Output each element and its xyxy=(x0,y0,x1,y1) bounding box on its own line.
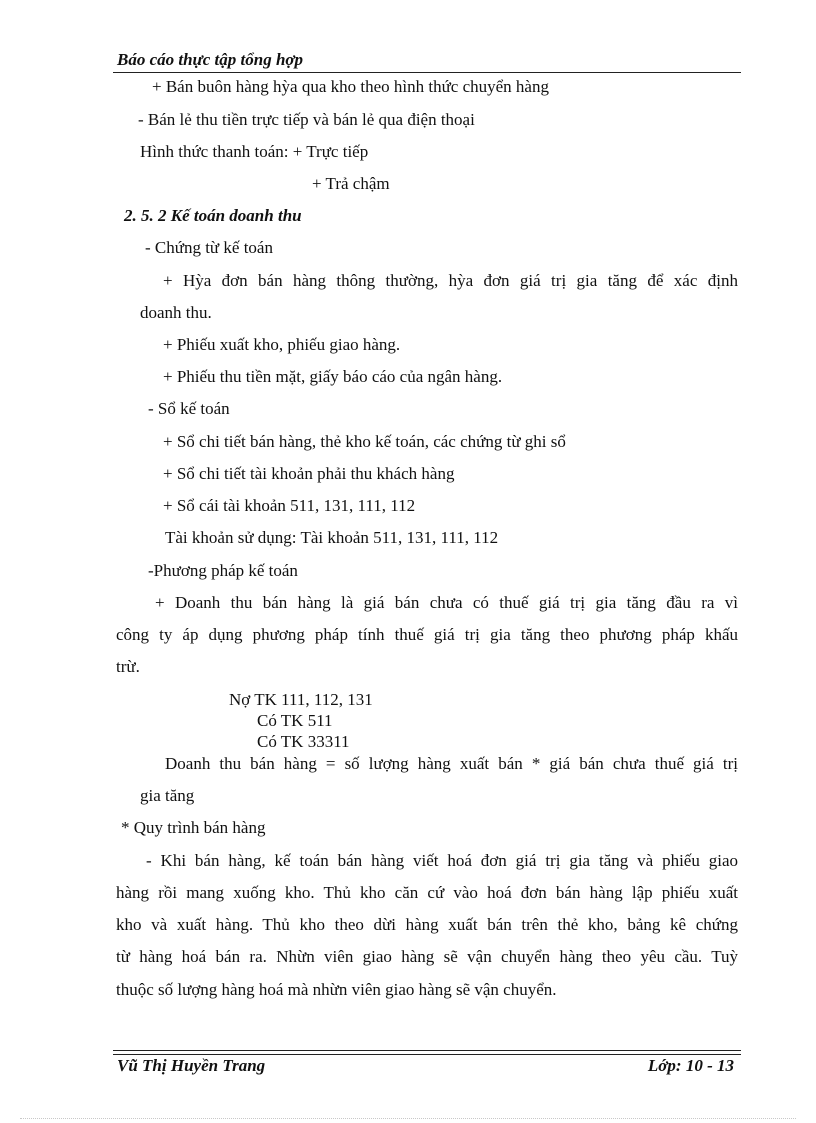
text-line: từ hàng hoá bán ra. Nhừn viên giao hàng sẽ vận chuyển hàng theo yêu cầu. Tuỳ xyxy=(116,947,738,966)
text-line: + Bán buôn hàng hỳa qua kho theo hình thức chuyển hàng xyxy=(152,77,549,96)
footer-author: Vũ Thị Huyền Trang xyxy=(117,1056,266,1075)
text-line: - Sổ kế toán xyxy=(148,399,230,418)
text-line: Tài khoản sử dụng: Tài khoản 511, 131, 111, 112 xyxy=(165,528,499,547)
text-line: -Phương pháp kế toán xyxy=(148,561,298,580)
footer-class: Lớp: 10 - 13 xyxy=(647,1056,734,1075)
text-line: hàng rồi mang xuống kho. Thủ kho căn cứ vào hoá đơn bán hàng lập phiếu xuất xyxy=(116,883,738,902)
text-line: + Trả chậm xyxy=(312,174,390,193)
text-line: kho và xuất hàng. Thủ kho theo dừi hàng xuất bán trên thẻ kho, bảng kê chứng xyxy=(116,915,738,934)
journal-entry-credit: Có TK 511 xyxy=(257,711,333,730)
text-line: + Sổ cái tài khoản 511, 131, 111, 112 xyxy=(163,496,416,515)
text-line: + Sổ chi tiết tài khoản phải thu khách hàng xyxy=(163,464,455,483)
text-line: + Hỳa đơn bán hàng thông thường, hỳa đơn giá trị gia tăng để xác định xyxy=(163,271,738,290)
footer-rule xyxy=(113,1054,741,1055)
text-line: công ty áp dụng phương pháp tính thuế giá trị gia tăng theo phương pháp khấu xyxy=(116,625,738,644)
header-rule xyxy=(113,72,741,73)
section-heading: 2. 5. 2 Kế toán doanh thu xyxy=(124,206,302,225)
text-line: + Doanh thu bán hàng là giá bán chưa có thuế giá trị gia tăng đầu ra vì xyxy=(155,593,738,612)
text-line: - Khi bán hàng, kế toán bán hàng viết hoá đơn giá trị gia tăng và phiếu giao xyxy=(146,851,738,870)
text-line: doanh thu. xyxy=(140,303,212,322)
header-title: Báo cáo thực tập tổng hợp xyxy=(117,50,304,69)
text-line: thuộc số lượng hàng hoá mà nhừn viên giao hàng sẽ vận chuyển. xyxy=(116,980,557,999)
text-line: Hình thức thanh toán: + Trực tiếp xyxy=(140,142,369,161)
text-line: gia tăng xyxy=(140,786,195,805)
footer-rule xyxy=(113,1050,741,1051)
journal-entry-debit: Nợ TK 111, 112, 131 xyxy=(229,690,373,709)
text-line: + Phiếu thu tiền mặt, giấy báo cáo của ngân hàng. xyxy=(163,367,503,386)
text-line: * Quy trình bán hàng xyxy=(121,818,266,837)
text-line: + Phiếu xuất kho, phiếu giao hàng. xyxy=(163,335,401,354)
text-line: - Chứng từ kế toán xyxy=(145,238,273,257)
text-line: Doanh thu bán hàng = số lượng hàng xuất bán * giá bán chưa thuế giá trị xyxy=(165,754,738,773)
text-line: trừ. xyxy=(116,657,140,676)
text-line: - Bán lẻ thu tiền trực tiếp và bán lẻ qua điện thoại xyxy=(138,110,475,129)
page-bottom-border xyxy=(20,1118,796,1119)
text-line: + Sổ chi tiết bán hàng, thẻ kho kế toán, các chứng từ ghi sổ xyxy=(163,432,566,451)
journal-entry-credit: Có TK 33311 xyxy=(257,732,350,751)
